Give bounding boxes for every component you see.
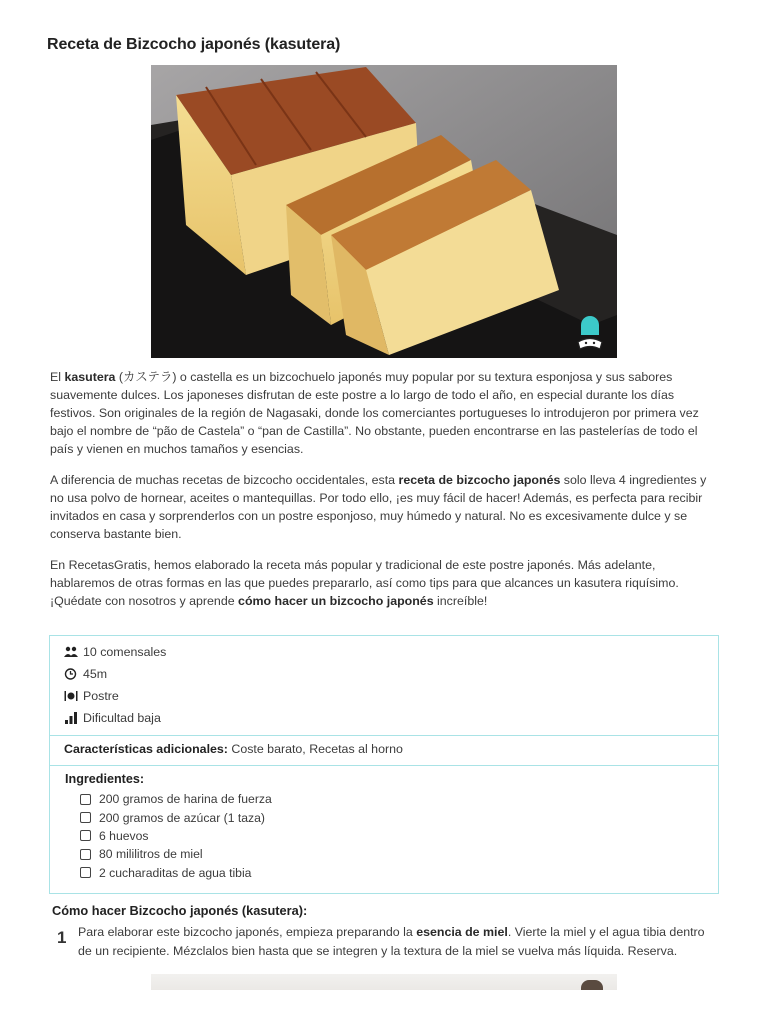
ingredient-checkbox[interactable] [80, 849, 91, 860]
steps-title: Cómo hacer Bizcocho japonés (kasutera): [52, 903, 308, 918]
recipe-link[interactable]: receta de bizcocho japonés [398, 473, 561, 487]
divider [50, 735, 718, 736]
difficulty-value: Dificultad baja [83, 711, 161, 725]
how-to-link[interactable]: cómo hacer un bizcocho japonés [238, 594, 434, 608]
step-number: 1 [57, 928, 67, 947]
time-value: 45m [83, 667, 108, 681]
cutlery-icon [64, 690, 78, 702]
ingredient-item[interactable]: 80 mililitros de miel [80, 845, 272, 863]
ingredients-title: Ingredientes: [65, 772, 145, 786]
ingredient-checkbox[interactable] [80, 794, 91, 805]
ingredient-item[interactable]: 2 cucharaditas de agua tibia [80, 864, 272, 882]
recipe-info-box [49, 635, 719, 894]
category-row [64, 689, 119, 703]
servings-value: 10 comensales [83, 645, 167, 659]
people-icon [64, 646, 78, 658]
kasutera-link[interactable]: kasutera [64, 370, 116, 384]
category-value: Postre [83, 689, 119, 703]
chef-hat-icon [575, 316, 605, 352]
honey-essence-link[interactable]: esencia de miel [416, 925, 508, 939]
page-title: Receta de Bizcocho japonés (kasutera) [47, 36, 341, 53]
intro-paragraph-1: El kasutera (カステラ) o castella es un bizcochuelo japonés muy popular por su textura esponjosa y sus sabores suavemente dulces. Los japoneses disfrutan de este postre a lo largo de todo el año, en especial durante los días festivos. Son originales de la región de Nagasaki, donde los comerciantes portugueses lo introdujeron por primera vez bajo el nombre de “pão de Castela” o “pan de Castilla”. No obstante, pueden encontrarse en las pastelerías de todo el país y vienen en muchos tamaños y esencias. [50, 370, 699, 456]
ingredient-item[interactable]: 200 gramos de azúcar (1 taza) [80, 808, 272, 826]
time-row [64, 667, 107, 681]
difficulty-row [64, 711, 161, 725]
additional-features: Características adicionales: Coste barato, Recetas al horno [64, 742, 403, 756]
step-image [151, 974, 617, 990]
clock-icon [64, 668, 78, 680]
difficulty-bars-icon [64, 712, 78, 724]
ingredient-checkbox[interactable] [80, 830, 91, 841]
ingredient-item[interactable]: 200 gramos de harina de fuerza [80, 790, 272, 808]
ingredient-item[interactable]: 6 huevos [80, 827, 272, 845]
ingredient-checkbox[interactable] [80, 867, 91, 878]
step-text: Para elaborar este bizcocho japonés, empieza preparando la esencia de miel. Vierte la miel y el agua tibia dentro de un recipiente. Mézclalos bien hasta que se integren y la textura de la miel se vuelva más líquida. Reserva. [78, 925, 705, 958]
recipe-hero-image [151, 65, 617, 358]
intro-paragraph-3: En RecetasGratis, hemos elaborado la receta más popular y tradicional de este postre japonés. Más adelante, hablaremos de otras formas en las que puedes prepararlo, así como tips para que alcances un kasutera riquísimo. ¡Quédate con nosotros y aprende cómo hacer un bizcocho japonés increíble! [50, 558, 679, 608]
ingredients-list [80, 790, 272, 882]
ingredient-checkbox[interactable] [80, 812, 91, 823]
divider [50, 765, 718, 766]
servings-row [64, 645, 166, 659]
intro-paragraph-2: A diferencia de muchas recetas de bizcocho occidentales, esta receta de bizcocho japonés solo lleva 4 ingredientes y no usa polvo de hornear, aceites o mantequillas. Por todo ello, ¡es muy fácil de hacer! Además, es perfecta para recibir invitados en casa y sorprenderlos con un postre esponjoso, muy húmedo y natural. No es excesivamente dulce y se conserva bastante bien. [50, 473, 707, 541]
